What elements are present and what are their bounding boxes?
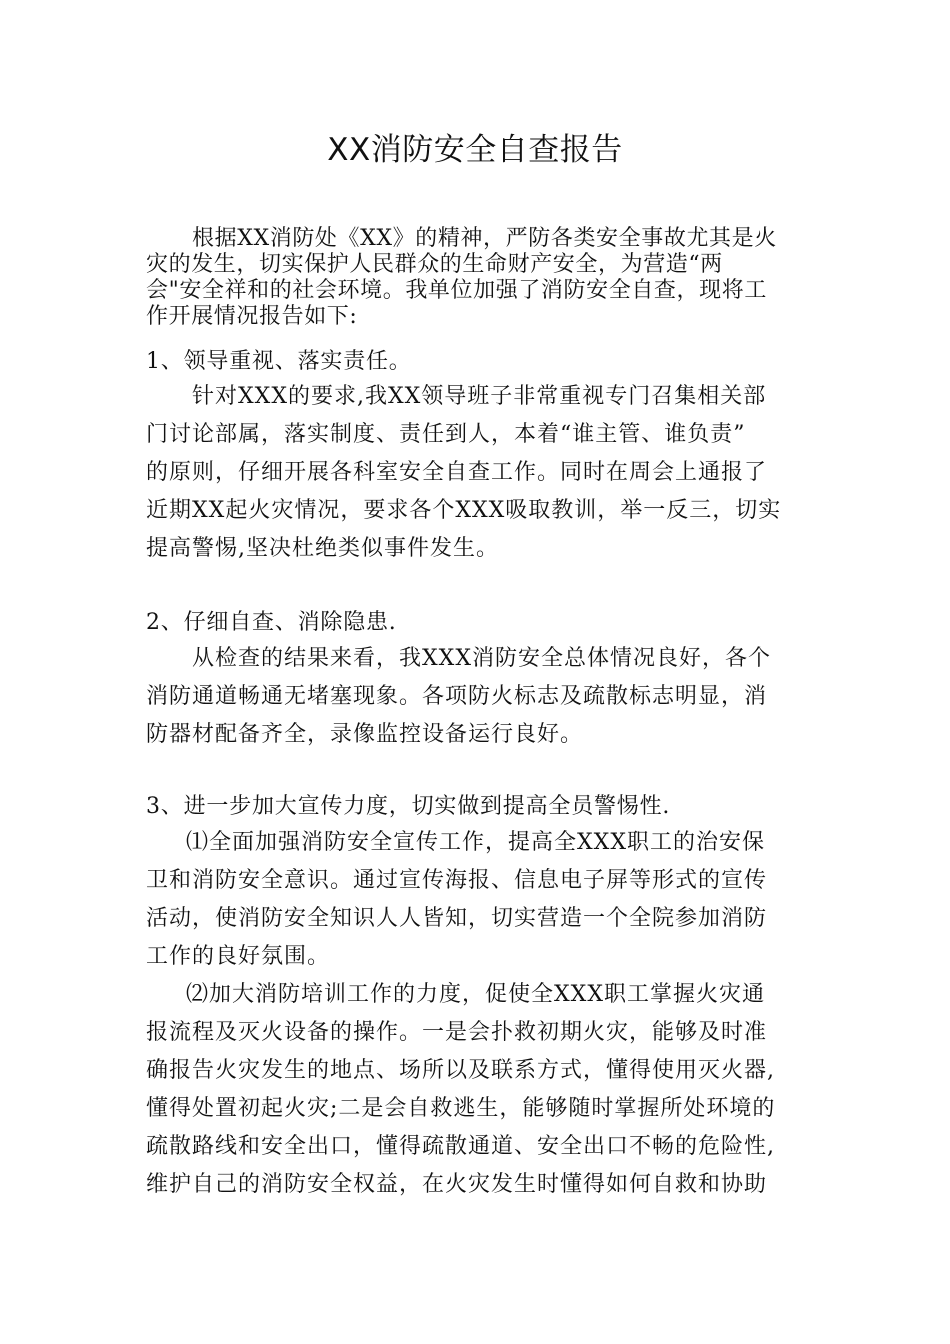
intro-line: 根据XX消防处《XX》的精神，严防各类安全事故尤其是火 — [192, 226, 777, 251]
body-line: 针对XXX的要求,我XX领导班子非常重视专门召集相关部 — [192, 384, 767, 409]
body-line: 卫和消防安全意识。通过宣传海报、信息电子屏等形式的宣传 — [146, 868, 768, 893]
body-line: 防器材配备齐全，录像监控设备运行良好。 — [146, 722, 584, 747]
section-heading: 1、领导重视、落实责任。 — [146, 349, 412, 374]
body-line: 疏散路线和安全出口，懂得疏散通道、安全出口不畅的危险性, — [146, 1134, 775, 1159]
body-line: 工作的良好氛围。 — [146, 944, 331, 969]
body-line: ⑵加大消防培训工作的力度，促使全XXX职工掌握火灾通 — [186, 982, 765, 1007]
body-line: 从检查的结果来看，我XXX消防安全总体情况良好，各个 — [192, 646, 771, 671]
intro-line: 灾的发生，切实保护人民群众的生命财产安全，为营造“两 — [146, 252, 723, 277]
body-line: 消防通道畅通无堵塞现象。各项防火标志及疏散标志明显，消 — [146, 684, 768, 709]
body-line: 提高警惕,坚决杜绝类似事件发生。 — [146, 536, 499, 561]
page-title: XX消防安全自查报告 — [327, 132, 623, 168]
body-line: 近期XX起火灾情况，要求各个XXX吸取教训，举一反三，切实 — [146, 498, 782, 523]
section-heading: 2、仔细自查、消除隐患. — [146, 610, 397, 635]
body-line: ⑴全面加强消防安全宣传工作，提高全XXX职工的治安保 — [186, 830, 765, 855]
intro-line: 会"安全祥和的社会环境。我单位加强了消防安全自查，现将工 — [146, 278, 767, 303]
body-line: 维护自己的消防安全权益，在火灾发生时懂得如何自救和协助 — [146, 1172, 768, 1197]
body-line: 活动，使消防安全知识人人皆知，切实营造一个全院参加消防 — [146, 906, 768, 931]
body-line: 懂得处置初起火灾;二是会自救逃生，能够随时掌握所处环境的 — [146, 1096, 776, 1121]
body-line: 报流程及灭火设备的操作。一是会扑救初期火灾，能够及时准 — [146, 1020, 768, 1045]
body-line: 的原则，仔细开展各科室安全自查工作。同时在周会上通报了 — [146, 460, 768, 485]
intro-line: 作开展情况报告如下: — [146, 304, 358, 329]
body-line: 门讨论部属，落实制度、责任到人，本着“谁主管、谁负责” — [146, 422, 746, 447]
section-heading: 3、进一步加大宣传力度，切实做到提高全员警惕性. — [146, 794, 671, 819]
body-line: 确报告火灾发生的地点、场所以及联系方式，懂得使用灭火器, — [146, 1058, 775, 1083]
